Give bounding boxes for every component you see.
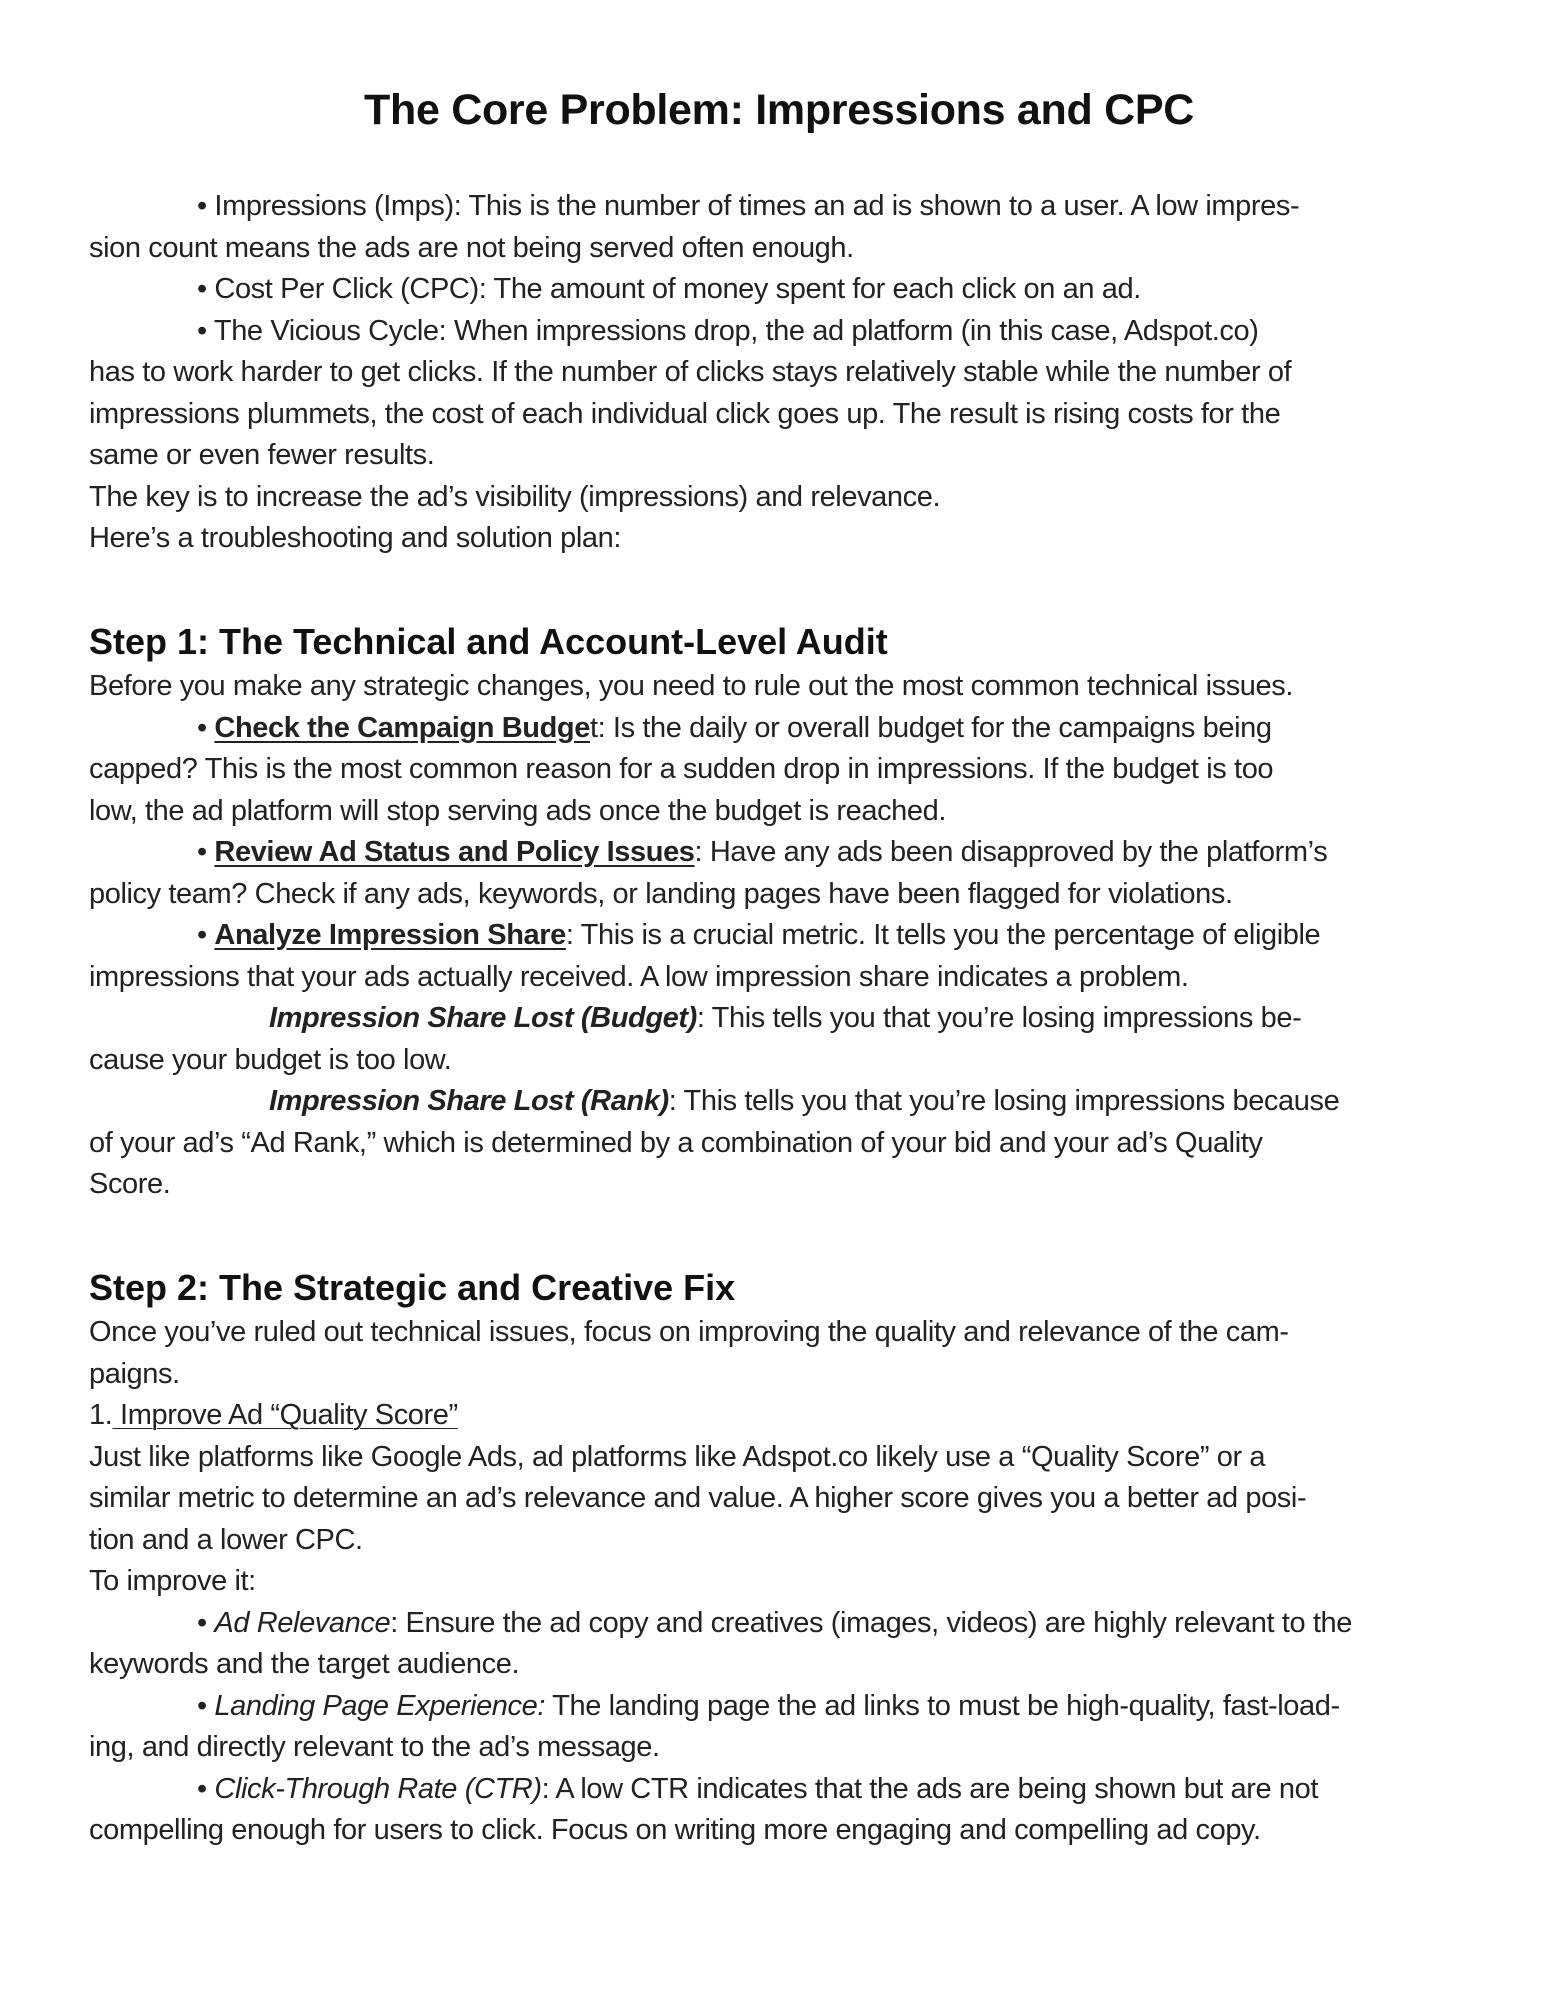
step2-lead: Once you’ve ruled out technical issues, focus on improving the quality and relevance of the cam- (89, 1316, 1289, 1348)
step2-line: tion and a lower CPC. (89, 1523, 363, 1556)
step2-line: • Ad Relevance: Ensure the ad copy and creatives (images, videos) are highly relevant to the (197, 1606, 1352, 1639)
impression-share-label: Analyze Impression Share (214, 919, 566, 951)
step2-line: • Landing Page Experience: The landing page the ad links to must be high-quality, fast-load- (197, 1689, 1340, 1722)
intro-plan-line: Here’s a troubleshooting and solution plan: (89, 522, 622, 554)
bullet-cpc: • Cost Per Click (CPC): The amount of money spent for each click on an ad. (197, 273, 1141, 305)
step1-line: capped? This is the most common reason for a sudden drop in impressions. If the budget is too (89, 753, 1274, 785)
step2-line: keywords and the target audience. (89, 1648, 520, 1680)
step1-line: low, the ad platform will stop serving ads once the budget is reached. (89, 794, 947, 827)
step1-line: Impression Share Lost (Rank): This tells you that you’re losing impressions because (269, 1085, 1340, 1117)
quality-score-subheading: 1. Improve Ad “Quality Score” (89, 1399, 458, 1431)
landing-page-label: Landing Page Experience: (214, 1689, 546, 1722)
intro-line: has to work harder to get clicks. If the number of clicks stays relatively stable while the number of (89, 356, 1292, 388)
intro-line: sion count means the ads are not being served often enough. (89, 231, 854, 264)
policy-issues-label: Review Ad Status and Policy Issues (214, 836, 695, 868)
intro-key-line: The key is to increase the ad’s visibility (impressions) and relevance. (89, 480, 941, 513)
bullet-impressions: • Impressions (Imps): This is the number of times an ad is shown to a user. A low impres- (197, 190, 1300, 222)
ctr-label: Click-Through Rate (CTR) (214, 1772, 542, 1805)
lost-rank-label: Impression Share Lost (Rank) (269, 1085, 669, 1117)
step1-line: impressions that your ads actually received. A low impression share indicates a problem. (89, 960, 1189, 993)
step1-line: • Review Ad Status and Policy Issues: Have any ads been disapproved by the platform’s (197, 836, 1328, 868)
step2-line: • Click-Through Rate (CTR): A low CTR indicates that the ads are being shown but are not (197, 1772, 1319, 1805)
step2-line: Just like platforms like Google Ads, ad platforms like Adspot.co likely use a “Quality Score” or a (89, 1440, 1266, 1473)
lost-budget-label: Impression Share Lost (Budget) (269, 1002, 697, 1034)
check-budget-label: Check the Campaign Budge (214, 711, 590, 744)
step2-line: compelling enough for users to click. Focus on writing more engaging and compelling ad copy. (89, 1814, 1261, 1846)
intro-line: same or even fewer results. (89, 439, 435, 471)
step2-line: ing, and directly relevant to the ad’s message. (89, 1731, 660, 1763)
intro-line: impressions plummets, the cost of each individual click goes up. The result is rising costs for the (89, 397, 1281, 430)
intro-line (89, 311, 1469, 353)
ad-relevance-label: Ad Relevance (214, 1606, 391, 1639)
step1-lead: Before you make any strategic changes, you need to rule out the most common technical issues. (89, 670, 1294, 702)
page-title: The Core Problem: Impressions and CPC (364, 86, 1194, 134)
step1-section (89, 666, 1469, 1206)
step1-line: • Analyze Impression Share: This is a crucial metric. It tells you the percentage of eligible (197, 919, 1321, 951)
step2-line: To improve it: (89, 1565, 256, 1597)
step2-heading: Step 2: The Strategic and Creative Fix (89, 1267, 736, 1308)
bullet-vicious-cycle: • The Vicious Cycle: When impressions drop, the ad platform (in this case, Adspot.co) (197, 314, 1259, 347)
intro-line (89, 186, 1469, 228)
intro-line (89, 269, 1469, 311)
step1-line: Impression Share Lost (Budget): This tells you that you’re losing impressions be- (269, 1002, 1302, 1034)
intro-section (89, 186, 1469, 560)
step1-line: • Check the Campaign Budget: Is the daily or overall budget for the campaigns being (197, 711, 1272, 744)
step2-line: similar metric to determine an ad’s relevance and value. A higher score gives you a better ad posi- (89, 1482, 1307, 1514)
step2-lead: paigns. (89, 1357, 180, 1390)
quality-score-label: Improve Ad “Quality Score” (112, 1399, 458, 1431)
step1-line: of your ad’s “Ad Rank,” which is determined by a combination of your bid and your ad’s Quality (89, 1126, 1263, 1159)
step2-section (89, 1312, 1469, 1852)
step1-line: cause your budget is too low. (89, 1043, 452, 1076)
step1-heading: Step 1: The Technical and Account-Level Audit (89, 621, 888, 662)
step1-line: Score. (89, 1168, 171, 1200)
step1-line: policy team? Check if any ads, keywords, or landing pages have been flagged for violations. (89, 877, 1233, 910)
